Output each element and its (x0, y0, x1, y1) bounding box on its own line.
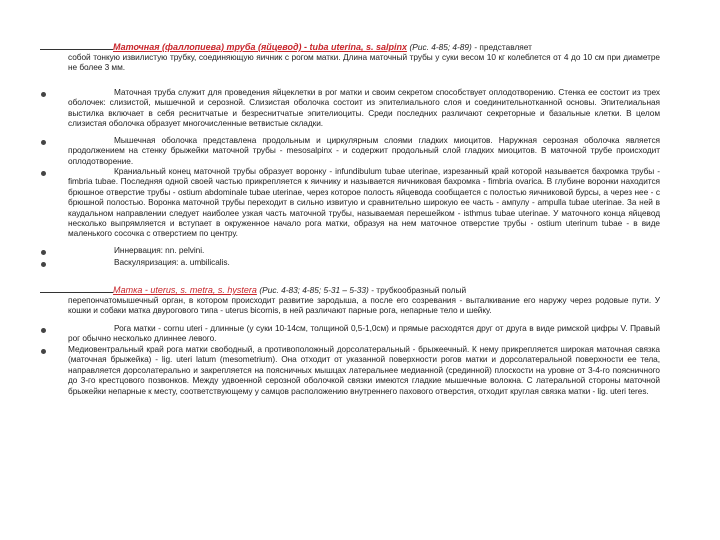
section2-paragraph-horns-text: Рога матки - cornu uteri - длинные (у суки 10-14см, толщиной 0,5-1,0см) и прямые расходятся друг от друга в виде римской цифры V. Правый рог обычно несколько длиннее левого. (68, 323, 660, 344)
section1-innervation (68, 245, 660, 255)
bullet-icon (41, 140, 46, 145)
section1-intro: собой тонкую извилистую трубку, соединяющую яичник с рогом матки. Длина маточный трубы у суки весом 10 кг колеблется от 4 до 10 см при диаметре не более 3 мм. (68, 52, 660, 73)
bullet-icon (41, 262, 46, 267)
bullet-icon (41, 328, 46, 333)
section1-title: Маточная (фаллопиева) труба (яйцевод) - tuba uterina, s. salpinx (113, 42, 408, 52)
section2-paragraph-horns (68, 323, 660, 344)
section2-title: Матка - uterus, s. metra, s. hystera (113, 285, 257, 295)
bullet-icon (41, 92, 46, 97)
section1-vascularization-text: Васкуляризация: a. umbilicalis. (114, 257, 230, 267)
heading-underline-blank (40, 283, 113, 293)
section1-paragraph-muscle-text: Мышечная оболочка представлена продольным и циркулярным слоями гладких миоцитов. Наружная серозная оболочка является продолжением на стенку брыжейки маточной трубы - mesosalpinx - и содержит продольный слой гладких миоцитов. В маточной трубе происходит оплодотворение. (68, 135, 660, 166)
section2-intro: перепончатомышечный орган, в котором происходит развитие зародыша, а после его созревания - выталкивание его наружу через родовые пути. У кошки и собаки матка двурогового типа - uterus bicornis, в ней различают парные рога, непарные тело и шейку. (68, 295, 660, 316)
section2-heading-rest: - трубкообразный полый (371, 285, 467, 295)
section2-figure-ref: (Рис. 4-83; 4-85; 5-31 – 5-33) (259, 285, 369, 295)
section1-paragraph-infundibulum-text: Краниальный конец маточной трубы образует воронку - infundibulum tubae uterinae, изрезанный край которой называется бахромка трубы - fimbria tubae. Последняя одной своей частью прикрепляется к яичнику и называется яичниковая бахромка - fimbria ovarica. В глубине воронки находится брюшное отверстие трубы - ostium abdominale tubae uterinae, через которое полость яйцевода сообщается с полостью яичниковой бурсы, а через нее - с брюшной полостью. Воронка маточной трубы переходит в сильно извитую и сравнительно широкую ее часть - ампулу - ampulla tubae uterinae. За ней в каудальном направлении следует наиболее узкая часть маточной трубы, называемая перешейком - isthmus tubae uterinae. У маточного конца яйцевод несколько выпрямляется и вступает в окруженное начало рога матки, образуя на нем маточное отверстие трубы - ostium uterinum tubae - в виде маленького сосочка с отверстием по центру. (68, 166, 660, 239)
bullet-icon (41, 250, 46, 255)
section1-paragraph-function-text: Маточная труба служит для проведения яйцеклетки в рог матки и своим секретом способствует оплодотворению. Стенка ее состоит из трех оболочек: слизистой, мышечной и серозной. Слизистая оболочка состоит из эпителиального слоя и соединительнотканной основы. Эпителиальная выстилка включает в себя реснитчатые и безреснитчатые эпителиоциты. Среди последних различают секреторные и базальные клетки. В целом слизистая оболочка образует многочисленные ветвистые складки. (68, 87, 660, 129)
section1-paragraph-infundibulum (68, 166, 660, 239)
heading-underline-blank (40, 40, 113, 50)
section1-paragraph-muscle (68, 135, 660, 166)
section1-figure-ref: (Рис. 4-85; 4-89) (409, 42, 472, 52)
section1-heading-rest: - представляет (474, 42, 532, 52)
bullet-icon (41, 349, 46, 354)
section1-paragraph-function (68, 87, 660, 129)
bullet-icon (41, 171, 46, 176)
section1-vascularization (68, 257, 660, 267)
section2-paragraph-ligament: Медиовентральный край рога матки свободный, а противоположный дорсолатеральный - брыжеечный. К нему прикрепляется широкая маточная связка (маточная брыжейка) - lig. uteri latum (mesometrium). Она отходит от указанной поверхности рогов матки и дорсолатеральной поверхности ее тела, направляется дорсолатерально и закрепляется на поясничных мышцах латеральнее медианной (срединной) плоскости на уровне от 3-4-го поясничного до 3-го крестцового позвонков. Между удвоенной серозной оболочкой связки имеются гладкие мышечные волокна. С латеральной стороны маточной брыжейки непарные к месту, соответствующему у самцов расположению внутреннего пахового отверстия, отходит круглая связка матки - lig. uteri teres. (68, 344, 660, 396)
section1-innervation-text: Иннервация: nn. pelvini. (114, 245, 205, 255)
